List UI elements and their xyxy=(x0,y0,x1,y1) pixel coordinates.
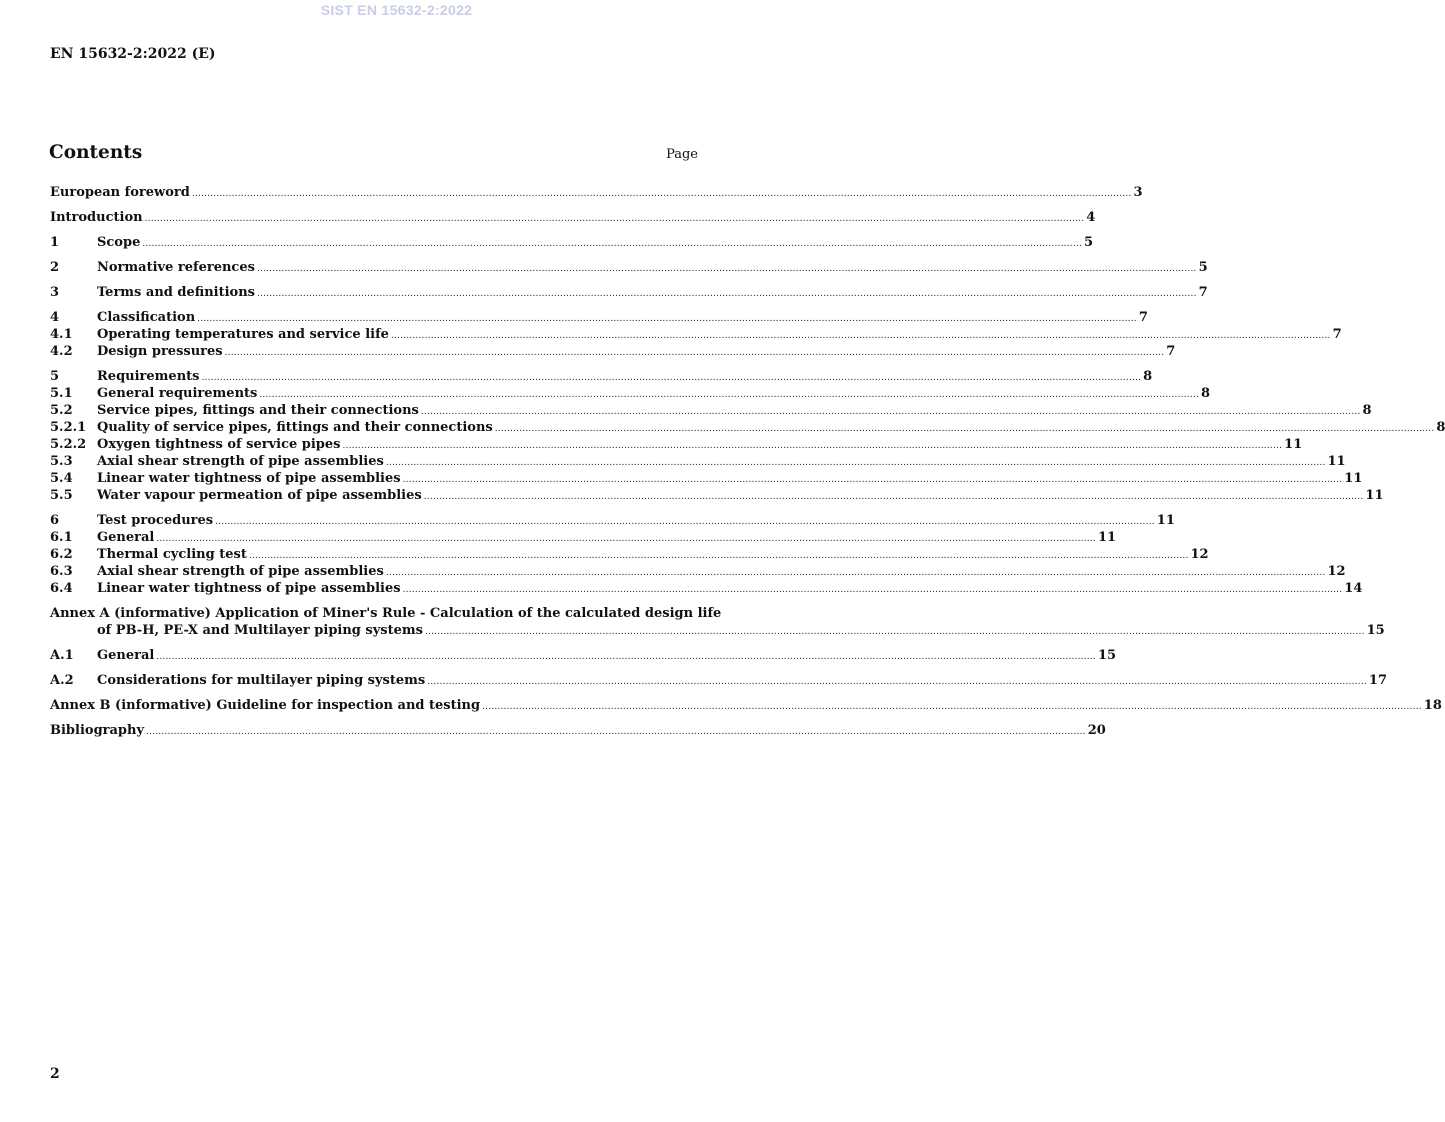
toc-entry-a-1[interactable]: A.1 General ..... 15 xyxy=(50,647,698,664)
annex-a-title-line-2: of PB-H, PE-X and Multilayer piping systems xyxy=(97,623,423,638)
toc-entry-european-foreword[interactable]: European foreword ..... 3 xyxy=(50,184,698,201)
toc-entry-5-5[interactable]: 5.5 Water vapour permeation of pipe assemblies ..... 11 xyxy=(50,487,698,504)
toc-entry-bibliography[interactable]: Bibliography ..... 20 xyxy=(50,722,698,739)
toc-entry-5-2[interactable]: 5.2 Service pipes, fittings and their connections ..... 8 xyxy=(50,402,698,419)
document-id: EN 15632-2:2022 (E) xyxy=(50,46,216,62)
toc-entry-3[interactable]: 3 Terms and definitions ..... 7 xyxy=(50,284,698,301)
toc-entry-introduction[interactable]: Introduction ..... 4 xyxy=(50,209,698,226)
toc-entry-a-2[interactable]: A.2 Considerations for multilayer piping systems ..... 17 xyxy=(50,672,698,689)
toc-entry-5[interactable]: 5 Requirements ..... 8 xyxy=(50,368,698,385)
toc-entry-5-2-2[interactable]: 5.2.2 Oxygen tightness of service pipes ..... 11 xyxy=(50,436,698,453)
toc-entry-1[interactable]: 1 Scope ..... 5 xyxy=(50,234,698,251)
toc-entry-5-4[interactable]: 5.4 Linear water tightness of pipe assemblies ..... 11 xyxy=(50,470,698,487)
toc-entry-6[interactable]: 6 Test procedures ..... 11 xyxy=(50,512,698,529)
annex-a-title-line-2-row: of PB-H, PE-X and Multilayer piping systems ..... 15 xyxy=(50,622,698,639)
toc-entry-6-3[interactable]: 6.3 Axial shear strength of pipe assemblies ..... 12 xyxy=(50,563,698,580)
toc-entry-5-3[interactable]: 5.3 Axial shear strength of pipe assemblies ..... 11 xyxy=(50,453,698,470)
toc-entry-annex-a[interactable] xyxy=(50,605,1385,639)
toc-entry-6-2[interactable]: 6.2 Thermal cycling test ..... 12 xyxy=(50,546,698,563)
toc-entry-4-1[interactable]: 4.1 Operating temperatures and service life ..... 7 xyxy=(50,326,698,343)
toc-entry-4-2[interactable]: 4.2 Design pressures ..... 7 xyxy=(50,343,698,360)
table-of-contents xyxy=(50,184,1445,739)
toc-entry-6-4[interactable]: 6.4 Linear water tightness of pipe assemblies ..... 14 xyxy=(50,580,698,597)
toc-entry-4[interactable]: 4 Classification ..... 7 xyxy=(50,309,698,326)
toc-entry-5-2-1[interactable]: 5.2.1 Quality of service pipes, fittings and their connections ..... 8 xyxy=(50,419,698,436)
watermark: SIST EN 15632-2:2022 xyxy=(320,2,473,18)
toc-entry-6-1[interactable]: 6.1 General ..... 11 xyxy=(50,529,698,546)
annex-a-title-line-1: Annex A (informative) Application of Miner's Rule - Calculation of the calculated design life xyxy=(50,606,722,621)
page-column-label: Page xyxy=(666,147,698,162)
toc-entry-annex-b[interactable]: Annex B (informative) Guideline for inspection and testing ..... 18 xyxy=(50,697,698,714)
toc-entry-2[interactable]: 2 Normative references ..... 5 xyxy=(50,259,698,276)
page-number: 2 xyxy=(50,1066,60,1082)
contents-heading: Contents xyxy=(49,142,143,163)
toc-entry-5-1[interactable]: 5.1 General requirements ..... 8 xyxy=(50,385,698,402)
